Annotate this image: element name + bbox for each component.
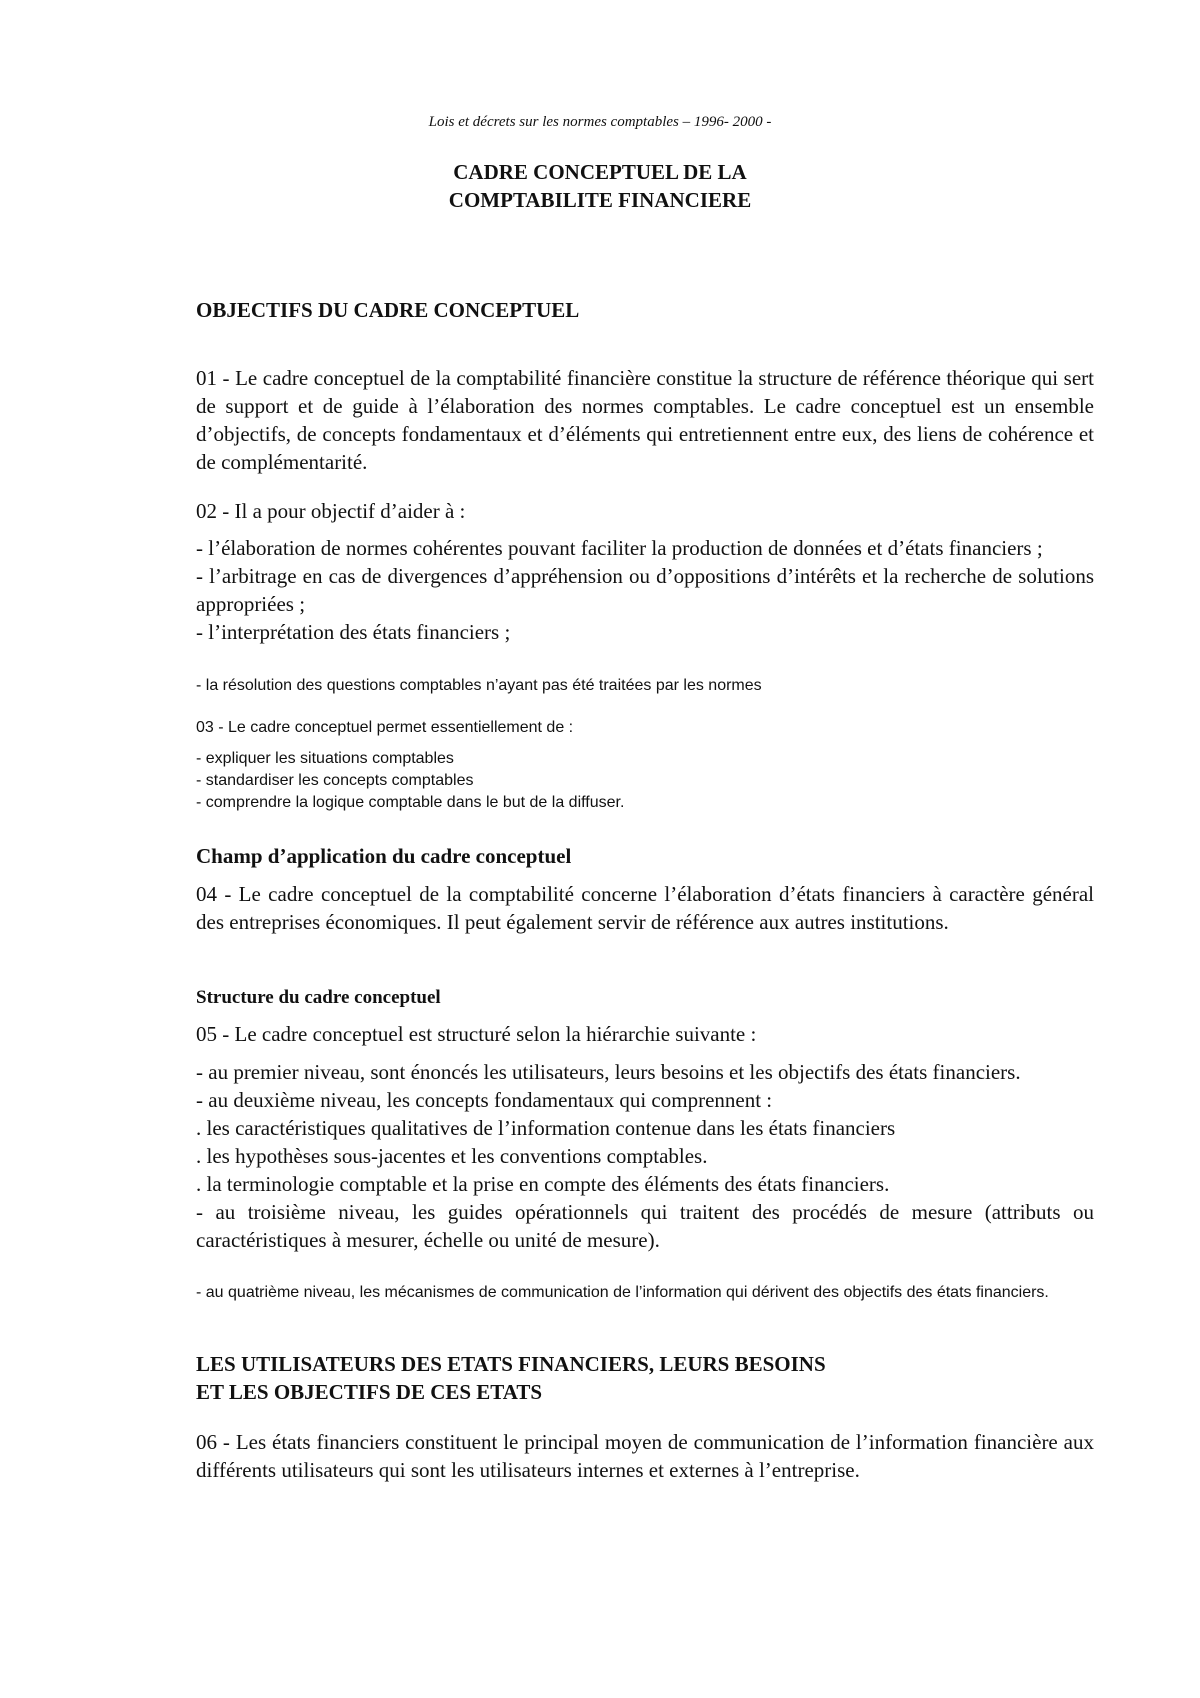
document-title — [0, 158, 1200, 214]
paragraph-04: 04 - Le cadre conceptuel de la comptabilité concerne l’élaboration d’états financiers à caractère général des entreprises économiques. Il peut également servir de référence aux autres institutions. — [196, 882, 1094, 934]
section-heading-structure: Structure du cadre conceptuel — [196, 987, 441, 1008]
heading-line-2: ET LES OBJECTIFS DE CES ETATS — [196, 1380, 543, 1404]
heading-line-1: LES UTILISATEURS DES ETATS FINANCIERS, LEURS BESOINS — [196, 1352, 826, 1376]
paragraph-05-last: - au quatrième niveau, les mécanismes de communication de l’information qui dérivent des objectifs des états financiers. — [196, 1284, 1049, 1301]
list-item: - l’arbitrage en cas de divergences d’appréhension ou d’oppositions d’intérêts et la recherche de solutions appropriées ; — [196, 564, 1094, 616]
list-item: - au troisième niveau, les guides opérationnels qui traitent des procédés de mesure (attributs ou caractéristiques à mesurer, échelle ou unité de mesure). — [196, 1200, 1094, 1252]
paragraph-05-list — [196, 1058, 1094, 1254]
paragraph-02-list — [196, 534, 1094, 646]
paragraph-02-intro: 02 - Il a pour objectif d’aider à : — [196, 499, 466, 523]
section-heading-champ: Champ d’application du cadre conceptuel — [196, 844, 572, 868]
running-header: Lois et décrets sur les normes comptables – 1996- 2000 - — [428, 114, 772, 130]
section-heading-objectifs: OBJECTIFS DU CADRE CONCEPTUEL — [196, 298, 580, 322]
paragraph-03-intro: 03 - Le cadre conceptuel permet essentiellement de : — [196, 719, 574, 736]
list-item: - comprendre la logique comptable dans le but de la diffuser. — [196, 794, 625, 811]
section-heading-utilisateurs — [196, 1350, 1094, 1406]
paragraph-06: 06 - Les états financiers constituent le principal moyen de communication de l’information financière aux différents utilisateurs qui sont les utilisateurs internes et externes à l’entreprise. — [196, 1430, 1094, 1482]
list-item: . les hypothèses sous-jacentes et les conventions comptables. — [196, 1144, 708, 1168]
list-item: - au deuxième niveau, les concepts fondamentaux qui comprennent : — [196, 1088, 773, 1112]
paragraph-05-intro: 05 - Le cadre conceptuel est structuré selon la hiérarchie suivante : — [196, 1022, 757, 1046]
paragraph-01: 01 - Le cadre conceptuel de la comptabilité financière constitue la structure de référence théorique qui sert de support et de guide à l’élaboration des normes comptables. Le cadre conceptuel est un ensemble d’objectifs, de concepts fondamentaux et d’éléments qui entretiennent entre eux, des liens de cohérence et de complémentarité. — [196, 366, 1094, 474]
title-line-1: CADRE CONCEPTUEL DE LA — [453, 160, 747, 184]
list-item: - l’élaboration de normes cohérentes pouvant faciliter la production de données et d’états financiers ; — [196, 536, 1043, 560]
paragraph-02-last: - la résolution des questions comptables n’ayant pas été traitées par les normes — [196, 677, 762, 694]
list-item: - expliquer les situations comptables — [196, 750, 454, 767]
title-line-2: COMPTABILITE FINANCIERE — [448, 188, 752, 212]
paragraph-03-list — [196, 748, 1094, 814]
list-item: . la terminologie comptable et la prise en compte des éléments des états financiers. — [196, 1172, 890, 1196]
list-item: - au premier niveau, sont énoncés les utilisateurs, leurs besoins et les objectifs des états financiers. — [196, 1060, 1021, 1084]
list-item: . les caractéristiques qualitatives de l’information contenue dans les états financiers — [196, 1116, 896, 1140]
list-item: - l’interprétation des états financiers ; — [196, 620, 511, 644]
list-item: - standardiser les concepts comptables — [196, 772, 474, 789]
